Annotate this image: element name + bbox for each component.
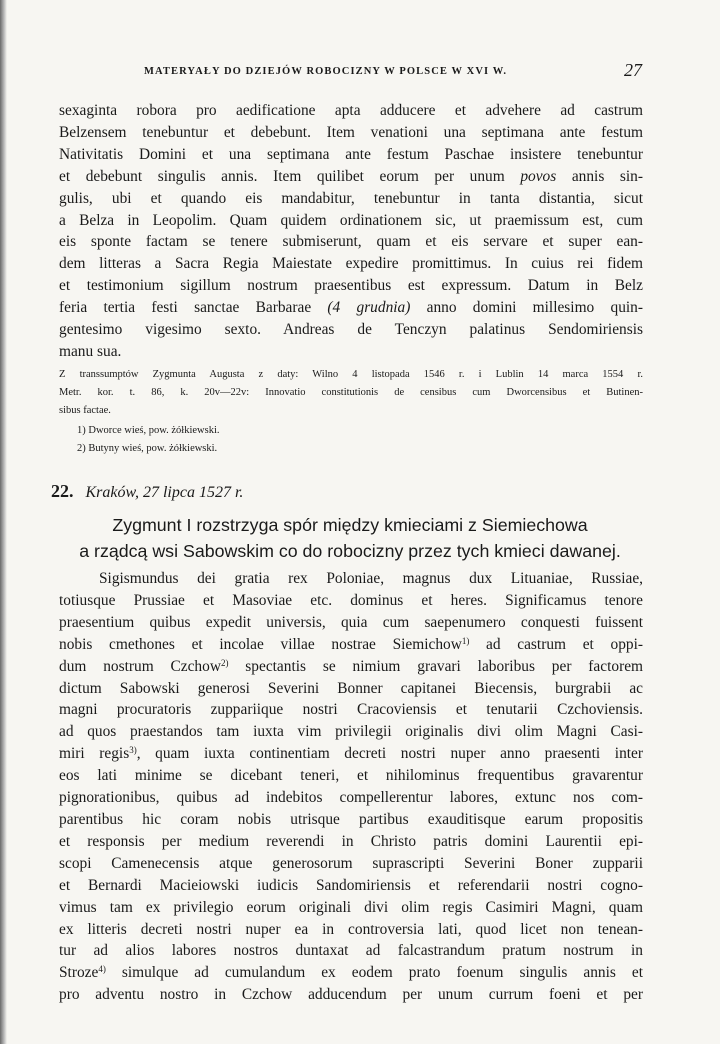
text-line: dictum Sabowski generosi Severini Bonner capitanei Biecensis, burgrabii ac <box>59 679 643 697</box>
date-gloss: (4 grudnia) <box>327 299 411 317</box>
text-line: et testimonium sigillum nostrum praesentibus est expressum. Datum in Belz <box>59 277 643 295</box>
footnote-text: Dworce wieś, pow. żółkiewski. <box>88 425 220 436</box>
text-line: vimus tam ex privilegio eorum originali divi olim regis Casimiri Magni, quam <box>59 898 643 916</box>
text-line <box>59 962 643 984</box>
scan-edge-shadow <box>0 0 7 1044</box>
text-line: Nativitatis Domini et una septimana ante festum Paschae insistere tenebuntur <box>59 145 643 163</box>
text-line <box>59 166 643 188</box>
text-line: et Bernardi Macieiowski iudicis Sandomiriensis et referendarii nostri cogno- <box>59 876 643 894</box>
footnote-ref: 1) <box>461 635 470 646</box>
source-note-line: Z transsumptów Zygmunta Augusta z daty: Wilno 4 listopada 1546 r. i Lublin 14 marca 1554 r. <box>59 369 643 380</box>
footnote <box>77 422 220 440</box>
footnote-ref: 3) <box>129 745 137 756</box>
page-header <box>60 60 650 82</box>
document-number: 22. <box>51 481 74 501</box>
text-line: magni procuratoris zuppariique nostri Cracoviensis et tenutarii Czchoviensis. <box>59 701 643 719</box>
document-summary <box>53 512 647 564</box>
text-segment: simulque ad cumulandum ex eodem prato foenum singulis annis et <box>105 964 643 982</box>
text-line: Sigismundus dei gratia rex Poloniae, magnus dux Lituaniae, Russiae, <box>99 570 643 587</box>
page-number: 27 <box>624 60 642 80</box>
text-line: pignorationibus, quibus ad indebitos compellerentur labores, extunc nos com- <box>59 789 643 807</box>
text-line: totiusque Prussiae et Masoviae etc. dominus et heres. Significamus tenore <box>59 591 643 609</box>
text-segment: dum nostrum Czchow <box>59 657 221 675</box>
summary-line: Zygmunt I rozstrzyga spór między kmieciami z Siemiechowa <box>112 515 588 535</box>
text-line <box>59 743 643 765</box>
text-line: Belzensem tenebuntur et debebunt. Item venationi una septimana ante festum <box>59 123 643 141</box>
text-line: tur ad alios labores nostros duntaxat ad falcastrandum pratum nostrum in <box>59 942 643 960</box>
footnote-ref: 4) <box>98 964 106 975</box>
text-line: parentibus hic coram nobis utrisque partibus exauditisque earum propositis <box>59 810 643 828</box>
text-line: gentesimo vigesimo sexto. Andreas de Tenczyn palatinus Sendomiriensis <box>59 321 643 339</box>
text-line: pro adventu nostro in Czchow adducendum per unum currum foeni et per <box>59 986 643 1004</box>
text-segment: miri regis <box>59 745 130 763</box>
text-line <box>59 656 643 678</box>
paragraph-continuation <box>59 100 643 363</box>
text-segment: Stroze <box>59 964 99 982</box>
text-segment: annis sin- <box>556 167 643 185</box>
footnote-mark: 1) <box>77 425 86 436</box>
text-line <box>59 634 643 656</box>
text-line: scopi Camenecensis atque generosorum suprascripti Severini Boner zupparii <box>59 854 643 872</box>
footnote-mark: 2) <box>77 443 86 454</box>
summary-line: a rządcą wsi Sabowskim co do robocizny przez tych kmieci dawanej. <box>79 541 621 561</box>
text-segment: feria tertia festi sanctae Barbarae <box>59 299 328 317</box>
document-text <box>59 568 643 1006</box>
text-segment: nobis cmethones et incolae villae nostrae Siemichow <box>59 635 462 653</box>
text-line: sexaginta robora pro aedificatione apta adducere et advehere ad castrum <box>59 102 643 119</box>
footnote-ref: 2) <box>220 657 229 668</box>
source-note-line: sibus factae. <box>59 405 111 416</box>
footnote-text: Butyny wieś, pow. żółkiewski. <box>88 443 218 454</box>
running-title: MATERYAŁY DO DZIEJÓW ROBOCIZNY W POLSCE W XVI W. <box>144 66 508 77</box>
text-segment: spectantis se nimium gravari laboribus per factorem <box>228 657 643 675</box>
footnotes <box>77 422 220 458</box>
text-line: eos lati minime se dicebant teneri, et nihilominus frequentibus gravarentur <box>59 767 643 785</box>
text-segment: et debebunt singulis annis. Item quilibet eorum per unum <box>59 167 521 185</box>
document-heading <box>51 481 243 502</box>
text-line: a Belza in Leopolim. Quam quidem ordinationem sic, ut praemissum est, cum <box>59 211 643 229</box>
text-segment: ad castrum et oppi- <box>469 635 643 653</box>
place-date: Kraków, 27 lipca 1527 r. <box>85 484 244 501</box>
text-line: praesentium quibus expedit universis, quia cum saepenumero conquesti fuissent <box>59 613 643 631</box>
source-note <box>59 366 643 420</box>
text-line: dem litteras a Sacra Regia Maiestate expedire promittimus. In cuius rei fidem <box>59 255 643 273</box>
footnote <box>77 440 220 458</box>
italic-word: povos <box>520 167 557 185</box>
text-segment: , quam iuxta continentiam decreti nostri nuper anno praesenti inter <box>136 745 643 763</box>
text-line: ad quos praestandos tam iuxta vim privilegii originalis divi olim Magni Casi- <box>59 723 643 741</box>
text-line: ex litteris decreti nostri nuper ea in controversia lati, quod licet non tenean- <box>59 920 643 938</box>
text-line: et responsis per medium reverendi in Christo patris domini Laurentii epi- <box>59 832 643 850</box>
text-segment: anno domini millesimo quin- <box>410 299 643 317</box>
source-note-line: Metr. kor. t. 86, k. 20v—22v: Innovatio constitutionis de censibus cum Dworcensibus et Butinen- <box>59 387 643 398</box>
text-line: eis sponte factam se tenere submiserunt, quam et eis servare et super ean- <box>59 233 643 251</box>
text-line: gulis, ubi et quando eis mandabitur, tenebuntur in tanta distantia, sicut <box>59 189 643 207</box>
text-line: manu sua. <box>59 342 122 360</box>
text-line <box>59 297 643 319</box>
